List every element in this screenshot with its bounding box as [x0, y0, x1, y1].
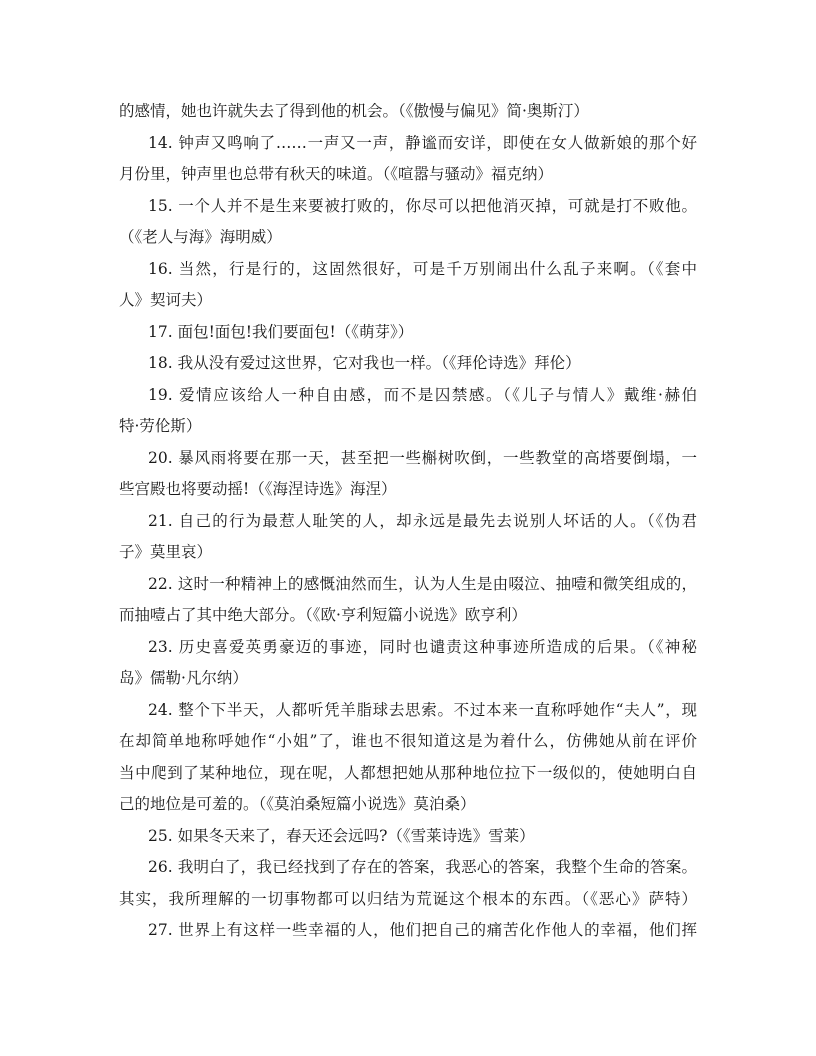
- text-line: 23. 历史喜爱英勇豪迈的事迹，同时也谴责这种事迹所造成的后果。（《神秘: [148, 637, 697, 656]
- text-line: 而抽噎占了其中绝大部分。（《欧·亨利短篇小说选》欧亨利）: [119, 606, 527, 624]
- text-line: 24. 整个下半天，人都听凭羊脂球去思索。不过本来一直称呼她作“夫人”，现: [148, 700, 697, 719]
- text-line: 20. 暴风雨将要在那一天，甚至把一些槲树吹倒，一些教堂的高塔要倒塌，一: [148, 448, 697, 467]
- text-line: 14. 钟声又鸣响了……一声又一声，静谧而安详，即使在女人做新娘的那个好: [148, 133, 697, 152]
- text-line: 岛》儒勒·凡尔纳）: [119, 669, 248, 687]
- text-line: 17. 面包!面包!我们要面包!（《萌芽》）: [148, 322, 414, 341]
- text-line: 18. 我从没有爱过这世界，它对我也一样。（《拜伦诗选》拜伦）: [148, 354, 581, 372]
- text-line: 特·劳伦斯）: [119, 417, 202, 435]
- document-page: [119, 96, 697, 947]
- text-line: 的感情，她也许就失去了得到他的机会。（《傲慢与偏见》简·奥斯汀）: [119, 102, 589, 120]
- text-line: 22. 这时一种精神上的感慨油然而生，认为人生是由啜泣、抽噎和微笑组成的，: [148, 574, 697, 593]
- text-line: 16. 当然，行是行的，这固然很好，可是千万别闹出什么乱子来啊。（《套中: [148, 259, 697, 278]
- text-line: 月份里，钟声里也总带有秋天的味道。（《喧嚣与骚动》福克纳）: [119, 165, 554, 183]
- text-line: 15. 一个人并不是生来要被打败的，你尽可以把他消灭掉，可就是打不败他。: [148, 196, 697, 215]
- text-line: 26. 我明白了，我已经找到了存在的答案，我恶心的答案，我整个生命的答案。: [148, 858, 697, 876]
- text-line: 其实，我所理解的一切事物都可以归结为荒诞这个根本的东西。（《恶心》萨特）: [119, 889, 697, 908]
- text-line: 己的地位是可羞的。（《莫泊桑短篇小说选》莫泊桑）: [119, 795, 476, 813]
- text-line: 子》莫里哀）: [119, 543, 213, 561]
- text-line: 人》契诃夫）: [119, 291, 213, 309]
- text-line: 25. 如果冬天来了，春天还会远吗?（《雪莱诗选》雪莱）: [148, 826, 535, 845]
- text-line: 21. 自己的行为最惹人耻笑的人，却永远是最先去说别人坏话的人。（《伪君: [148, 511, 697, 530]
- text-line: 27. 世界上有这样一些幸福的人，他们把自己的痛苦化作他人的幸福，他们挥: [148, 921, 697, 939]
- text-line: 些宫殿也将要动摇!（《海涅诗选》海涅）: [119, 480, 397, 498]
- text-line: 在却简单地称呼她作“小姐”了，谁也不很知道这是为着什么，仿佛她从前在评价: [119, 732, 697, 750]
- text-line: 当中爬到了某种地位，现在呢，人都想把她从那种地位拉下一级似的，使她明白自: [119, 763, 697, 782]
- text-line: （《老人与海》海明威）: [119, 228, 282, 246]
- text-line: 19. 爱情应该给人一种自由感，而不是囚禁感。（《儿子与情人》戴维·赫伯: [148, 385, 697, 404]
